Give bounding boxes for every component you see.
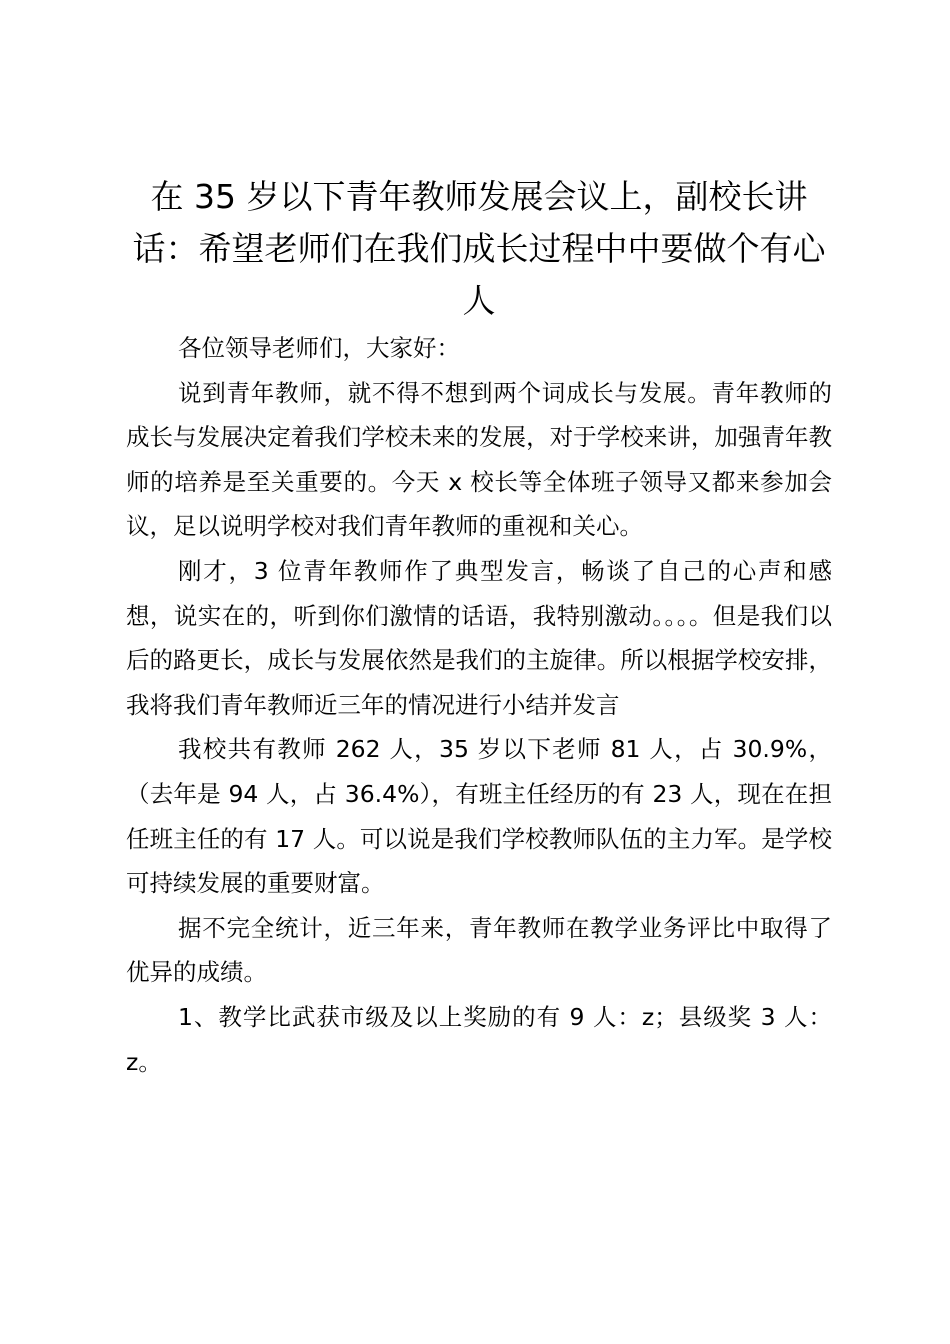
- paragraph-achievements: 据不完全统计，近三年来，青年教师在教学业务评比中取得了优异的成绩。: [126, 913, 832, 987]
- paragraph-intro: 说到青年教师，就不得不想到两个词成长与发展。青年教师的成长与发展决定着我们学校未来的发展，对于学校来讲，加强青年教师的培养是至关重要的。今天 x 校长等全体班子领导又都来参加会议，足以说明学校对我们青年教师的重视和关心。: [126, 378, 832, 541]
- document-body: [126, 326, 832, 1084]
- greeting-paragraph: 各位领导老师们，大家好：: [178, 334, 460, 362]
- paragraph-speeches: 刚才，3 位青年教师作了典型发言，畅谈了自己的心声和感想，说实在的，听到你们激情的话语，我特别激动。。。。但是我们以后的路更长，成长与发展依然是我们的主旋律。所以根据学校安排，我将我们青年教师近三年的情况进行小结并发言: [126, 556, 832, 719]
- paragraph-award-item-1: 1、教学比武获市级及以上奖励的有 9 人：z；县级奖 3 人：z。: [126, 1002, 832, 1076]
- document-title: 在 35 岁以下青年教师发展会议上，副校长讲话：希望老师们在我们成长过程中中要做个有心人: [132, 177, 826, 320]
- paragraph-statistics: 我校共有教师 262 人，35 岁以下老师 81 人，占 30.9%，（去年是 94 人，占 36.4%），有班主任经历的有 23 人，现在在担任班主任的有 17 人。可以说是我们学校教师队伍的主力军。是学校可持续发展的重要财富。: [126, 735, 832, 898]
